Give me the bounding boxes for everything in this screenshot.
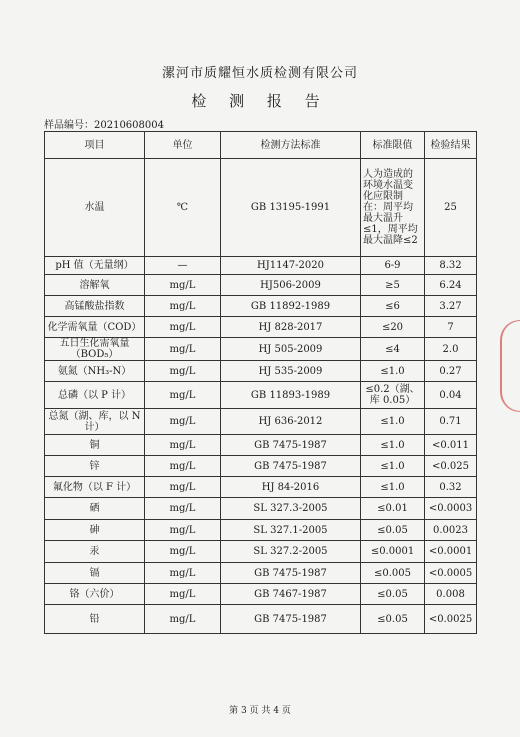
cell-item: 砷 <box>45 520 145 541</box>
table-row <box>45 435 477 456</box>
cell-unit: mg/L <box>145 477 221 498</box>
cell-limit: ≤1.0 <box>361 477 425 498</box>
cell-method: GB 11892-1989 <box>221 296 361 317</box>
table-row <box>45 498 477 520</box>
cell-unit: — <box>145 257 221 275</box>
cell-limit: ≤1.0 <box>361 361 425 382</box>
cell-method: GB 13195-1991 <box>221 159 361 257</box>
table-row <box>45 159 477 257</box>
cell-result: 0.0023 <box>425 520 477 541</box>
cell-item: 水温 <box>45 159 145 257</box>
cell-result: <0.011 <box>425 435 477 456</box>
table-row <box>45 541 477 563</box>
cell-limit: 6-9 <box>361 257 425 275</box>
cell-item: 铅 <box>45 605 145 634</box>
cell-limit: ≤0.005 <box>361 563 425 584</box>
cell-item: 溶解氧 <box>45 275 145 296</box>
cell-limit: ≤0.05 <box>361 520 425 541</box>
cell-item: 氟化物（以 F 计） <box>45 477 145 498</box>
cell-result: 3.27 <box>425 296 477 317</box>
cell-method: SL 327.3-2005 <box>221 498 361 520</box>
cell-unit: mg/L <box>145 584 221 605</box>
cell-item: 锌 <box>45 456 145 477</box>
cell-unit: ℃ <box>145 159 221 257</box>
cell-item: 高锰酸盐指数 <box>45 296 145 317</box>
company-name: 漯河市质耀恒水质检测有限公司 <box>161 66 358 81</box>
cell-method: HJ1147-2020 <box>221 257 361 275</box>
cell-result: 2.0 <box>425 338 477 361</box>
cell-result: 0.71 <box>425 409 477 435</box>
table-row <box>45 338 477 361</box>
cell-limit: ≥5 <box>361 275 425 296</box>
cell-result: 0.27 <box>425 361 477 382</box>
cell-unit: mg/L <box>145 456 221 477</box>
table-row <box>45 275 477 296</box>
cell-limit: ≤1.0 <box>361 409 425 435</box>
table-header-row <box>45 132 477 159</box>
cell-item: pH 值（无量纲） <box>45 257 145 275</box>
col-header-item: 项目 <box>45 132 145 159</box>
cell-limit: 人为造成的环境水温变化应限制在：周平均最大温升≤1，周平均最大温降≤2 <box>361 159 425 257</box>
results-table <box>44 131 477 634</box>
cell-item: 铜 <box>45 435 145 456</box>
cell-unit: mg/L <box>145 520 221 541</box>
table-body <box>45 159 477 634</box>
cell-result: 0.32 <box>425 477 477 498</box>
cell-method: GB 7475-1987 <box>221 563 361 584</box>
cell-unit: mg/L <box>145 498 221 520</box>
cell-result: <0.025 <box>425 456 477 477</box>
report-title: 检 测 报 告 <box>191 92 329 110</box>
cell-item: 硒 <box>45 498 145 520</box>
cell-unit: mg/L <box>145 541 221 563</box>
cell-unit: mg/L <box>145 361 221 382</box>
cell-unit: mg/L <box>145 409 221 435</box>
sample-number: 样品编号：20210608004 <box>44 120 164 131</box>
page-number: 第 3 页 共 4 页 <box>229 706 291 716</box>
table-row <box>45 520 477 541</box>
cell-limit: ≤20 <box>361 317 425 338</box>
cell-result: 8.32 <box>425 257 477 275</box>
col-header-unit: 单位 <box>145 132 221 159</box>
cell-item: 铬（六价） <box>45 584 145 605</box>
cell-item: 化学需氧量（COD） <box>45 317 145 338</box>
seal-stamp <box>500 320 520 412</box>
cell-result: <0.0005 <box>425 563 477 584</box>
cell-limit: ≤1.0 <box>361 456 425 477</box>
col-header-limit: 标准限值 <box>361 132 425 159</box>
table-row <box>45 361 477 382</box>
table-row <box>45 409 477 435</box>
cell-unit: mg/L <box>145 563 221 584</box>
cell-item: 总氮（湖、库，以 N 计） <box>45 409 145 435</box>
cell-limit: ≤1.0 <box>361 435 425 456</box>
cell-unit: mg/L <box>145 382 221 409</box>
cell-method: GB 7475-1987 <box>221 456 361 477</box>
cell-method: HJ 505-2009 <box>221 338 361 361</box>
cell-method: SL 327.1-2005 <box>221 520 361 541</box>
cell-method: SL 327.2-2005 <box>221 541 361 563</box>
col-header-method: 检测方法标准 <box>221 132 361 159</box>
table-row <box>45 317 477 338</box>
cell-unit: mg/L <box>145 435 221 456</box>
cell-result: 7 <box>425 317 477 338</box>
cell-limit: ≤6 <box>361 296 425 317</box>
cell-limit: ≤0.01 <box>361 498 425 520</box>
cell-method: HJ 84-2016 <box>221 477 361 498</box>
cell-result: 25 <box>425 159 477 257</box>
table-row <box>45 563 477 584</box>
cell-result: 0.04 <box>425 382 477 409</box>
cell-unit: mg/L <box>145 275 221 296</box>
cell-method: HJ506-2009 <box>221 275 361 296</box>
cell-limit: ≤4 <box>361 338 425 361</box>
cell-item: 氨氮（NH₃-N） <box>45 361 145 382</box>
cell-method: HJ 636-2012 <box>221 409 361 435</box>
table-row <box>45 296 477 317</box>
table-row <box>45 477 477 498</box>
cell-unit: mg/L <box>145 338 221 361</box>
cell-method: GB 11893-1989 <box>221 382 361 409</box>
cell-item: 总磷（以 P 计） <box>45 382 145 409</box>
table-row <box>45 584 477 605</box>
cell-result: <0.0001 <box>425 541 477 563</box>
cell-limit: ≤0.0001 <box>361 541 425 563</box>
cell-method: HJ 828-2017 <box>221 317 361 338</box>
cell-method: GB 7475-1987 <box>221 605 361 634</box>
table-row <box>45 257 477 275</box>
table-row <box>45 456 477 477</box>
cell-result: 0.008 <box>425 584 477 605</box>
cell-limit: ≤0.05 <box>361 605 425 634</box>
cell-result: 6.24 <box>425 275 477 296</box>
cell-limit: ≤0.2（湖、库 0.05） <box>361 382 425 409</box>
col-header-result: 检验结果 <box>425 132 477 159</box>
cell-item: 镉 <box>45 563 145 584</box>
cell-method: GB 7475-1987 <box>221 435 361 456</box>
cell-unit: mg/L <box>145 317 221 338</box>
cell-unit: mg/L <box>145 296 221 317</box>
cell-method: GB 7467-1987 <box>221 584 361 605</box>
table-row <box>45 382 477 409</box>
table-row <box>45 605 477 634</box>
cell-item: 五日生化需氧量（BOD₅） <box>45 338 145 361</box>
cell-unit: mg/L <box>145 605 221 634</box>
cell-limit: ≤0.05 <box>361 584 425 605</box>
cell-method: HJ 535-2009 <box>221 361 361 382</box>
cell-item: 汞 <box>45 541 145 563</box>
cell-result: <0.0025 <box>425 605 477 634</box>
cell-result: <0.0003 <box>425 498 477 520</box>
